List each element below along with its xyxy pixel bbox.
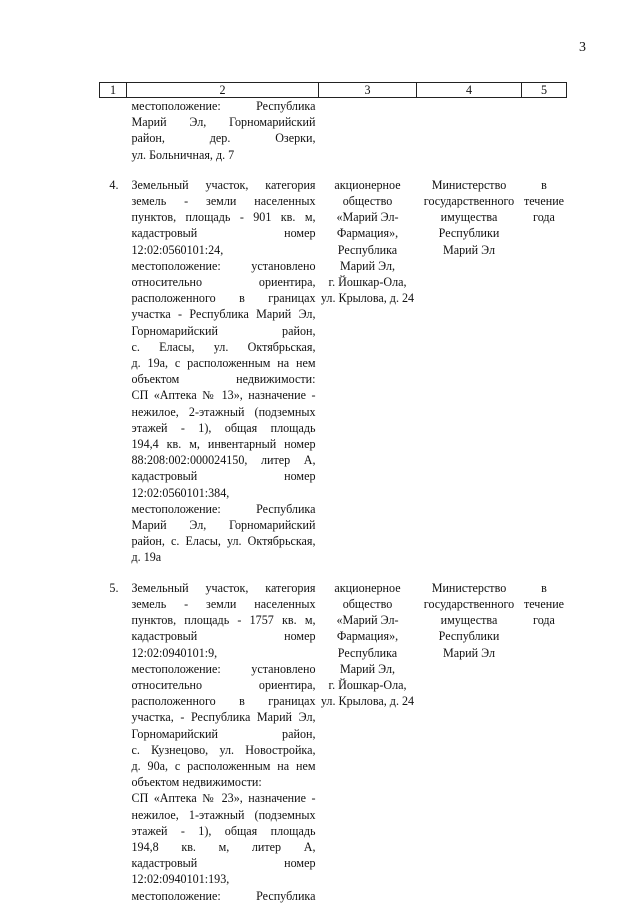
- page-number: 3: [579, 40, 586, 55]
- description-line: Горномарийский район,: [131, 323, 316, 338]
- description-line: участка - Республика Марий Эл,: [131, 307, 316, 322]
- description-line: этажей - 1), общая площадь: [131, 420, 316, 435]
- description-line: 88:208:002:000024150, литер А,: [131, 453, 316, 468]
- row-spacer: [100, 566, 567, 580]
- authority-line: Республики: [438, 226, 500, 241]
- property-description: [127, 580, 319, 904]
- term-line: в: [541, 580, 547, 595]
- description-line: пунктов, площадь - 1757 кв. м,: [131, 613, 316, 628]
- term-line: года: [533, 613, 555, 628]
- description-line: 12:02:0940101:9,: [131, 645, 218, 660]
- description-line: 12:02:0940101:193,: [131, 872, 230, 887]
- description-line: земель - земли населенных: [131, 194, 316, 209]
- description-line: местоположение: установлено: [131, 258, 316, 273]
- column-number: 3: [319, 83, 417, 98]
- description-line: с. Кузнецово, ул. Новостройка,: [131, 742, 316, 757]
- description-line: пунктов, площадь - 901 кв. м,: [131, 210, 316, 225]
- description-line: нежилое, 1-этажный (подземных: [131, 807, 316, 822]
- row-spacer: [100, 163, 567, 177]
- description-line: объектом недвижимости:: [131, 372, 316, 387]
- description-line: Земельный участок, категория: [131, 177, 316, 192]
- description-line: СП «Аптека № 23», назначение -: [131, 791, 316, 806]
- owner-line: г. Йошкар-Ола,: [328, 677, 407, 692]
- owner-line: Республика: [337, 242, 398, 257]
- owner-line: Республика: [337, 645, 398, 660]
- owner-line: Фармация»,: [336, 226, 399, 241]
- description-line: д. 90а, с расположенным на нем: [131, 758, 316, 773]
- register-table: [99, 82, 567, 904]
- description-line: СП «Аптека № 13», назначение -: [131, 388, 316, 403]
- term-line: течение: [523, 194, 565, 209]
- column-number-row: [100, 83, 567, 98]
- description-line: местоположение: установлено: [131, 661, 316, 676]
- description-line: с. Еласы, ул. Октябрьская,: [131, 339, 316, 354]
- description-line: ул. Больничная, д. 7: [131, 147, 235, 162]
- authority-line: Министерство: [431, 580, 507, 595]
- description-line: Марий Эл, Горномарийский: [131, 518, 316, 533]
- column-number: 5: [522, 83, 567, 98]
- description-line: местоположение: Республика: [131, 99, 316, 113]
- table-row: [100, 580, 567, 904]
- description-line: район, с. Еласы, ул. Октябрьская,: [131, 534, 316, 549]
- authority-line: Марий Эл: [443, 645, 495, 660]
- owner-line: г. Йошкар-Ола,: [328, 275, 407, 290]
- description-line: кадастровый номер: [131, 856, 316, 871]
- term-line: года: [533, 210, 555, 225]
- description-line: расположенного в границах: [131, 694, 316, 709]
- authority-line: Марий Эл: [443, 242, 495, 257]
- owner-cell: [319, 580, 417, 904]
- description-line: этажей - 1), общая площадь: [131, 823, 316, 838]
- description-line: нежилое, 2-этажный (подземных: [131, 404, 316, 419]
- column-number: 4: [417, 83, 522, 98]
- owner-line: Марий Эл,: [339, 258, 396, 273]
- description-line: объектом недвижимости:: [131, 775, 262, 790]
- description-line: Марий Эл, Горномарийский: [131, 115, 316, 130]
- column-number: 2: [127, 83, 319, 98]
- term-cell: [522, 580, 567, 904]
- description-line: Горномарийский район,: [131, 726, 316, 741]
- owner-line: ул. Крылова, д. 24: [320, 291, 415, 306]
- term-line: течение: [523, 596, 565, 611]
- authority-line: имущества: [440, 613, 498, 628]
- description-line: относительно ориентира,: [131, 275, 316, 290]
- authority-cell: [417, 580, 522, 904]
- description-line: кадастровый номер: [131, 629, 316, 644]
- description-line: 194,8 кв. м, литер А,: [131, 839, 316, 854]
- authority-line: государственного: [423, 596, 515, 611]
- description-line: местоположение: Республика: [131, 888, 316, 903]
- authority-line: Республики: [438, 629, 500, 644]
- description-line: 194,4 кв. м, инвентарный номер: [131, 437, 316, 452]
- owner-cell: [319, 177, 417, 566]
- description-line: д. 19а, с расположенным на нем: [131, 356, 316, 371]
- description-line: кадастровый номер: [131, 469, 316, 484]
- description-line: участка, - Республика Марий Эл,: [131, 710, 316, 725]
- owner-line: «Марий Эл-: [336, 210, 399, 225]
- authority-line: Министерство: [431, 177, 507, 192]
- owner-line: Фармация»,: [336, 629, 399, 644]
- authority-line: имущества: [440, 210, 498, 225]
- item-number: 5.: [109, 580, 119, 595]
- description-line: расположенного в границах: [131, 291, 316, 306]
- column-number: 1: [100, 83, 127, 98]
- owner-line: «Марий Эл-: [336, 613, 399, 628]
- description-line: местоположение: Республика: [131, 501, 316, 516]
- term-line: в: [541, 177, 547, 192]
- item-number: 4.: [109, 177, 119, 192]
- description-line: земель - земли населенных: [131, 596, 316, 611]
- owner-line: общество: [342, 596, 393, 611]
- owner-line: акционерное: [334, 177, 401, 192]
- term-cell: [522, 177, 567, 566]
- authority-line: государственного: [423, 194, 515, 209]
- owner-line: акционерное: [334, 580, 401, 595]
- description-line: Земельный участок, категория: [131, 580, 316, 595]
- description-line: 12:02:0560101:24,: [131, 242, 224, 257]
- description-line: относительно ориентира,: [131, 677, 316, 692]
- authority-cell: [417, 177, 522, 566]
- owner-line: ул. Крылова, д. 24: [320, 694, 415, 709]
- description-line: 12:02:0560101:384,: [131, 485, 230, 500]
- description-line: кадастровый номер: [131, 226, 316, 241]
- owner-line: общество: [342, 194, 393, 209]
- table-row: [100, 177, 567, 566]
- property-description: [127, 177, 319, 566]
- continuation-row: [100, 98, 567, 163]
- owner-line: Марий Эл,: [339, 661, 396, 676]
- continuation-description: [127, 98, 319, 163]
- description-line: район, дер. Озерки,: [131, 131, 316, 146]
- description-line: д. 19а: [131, 550, 162, 565]
